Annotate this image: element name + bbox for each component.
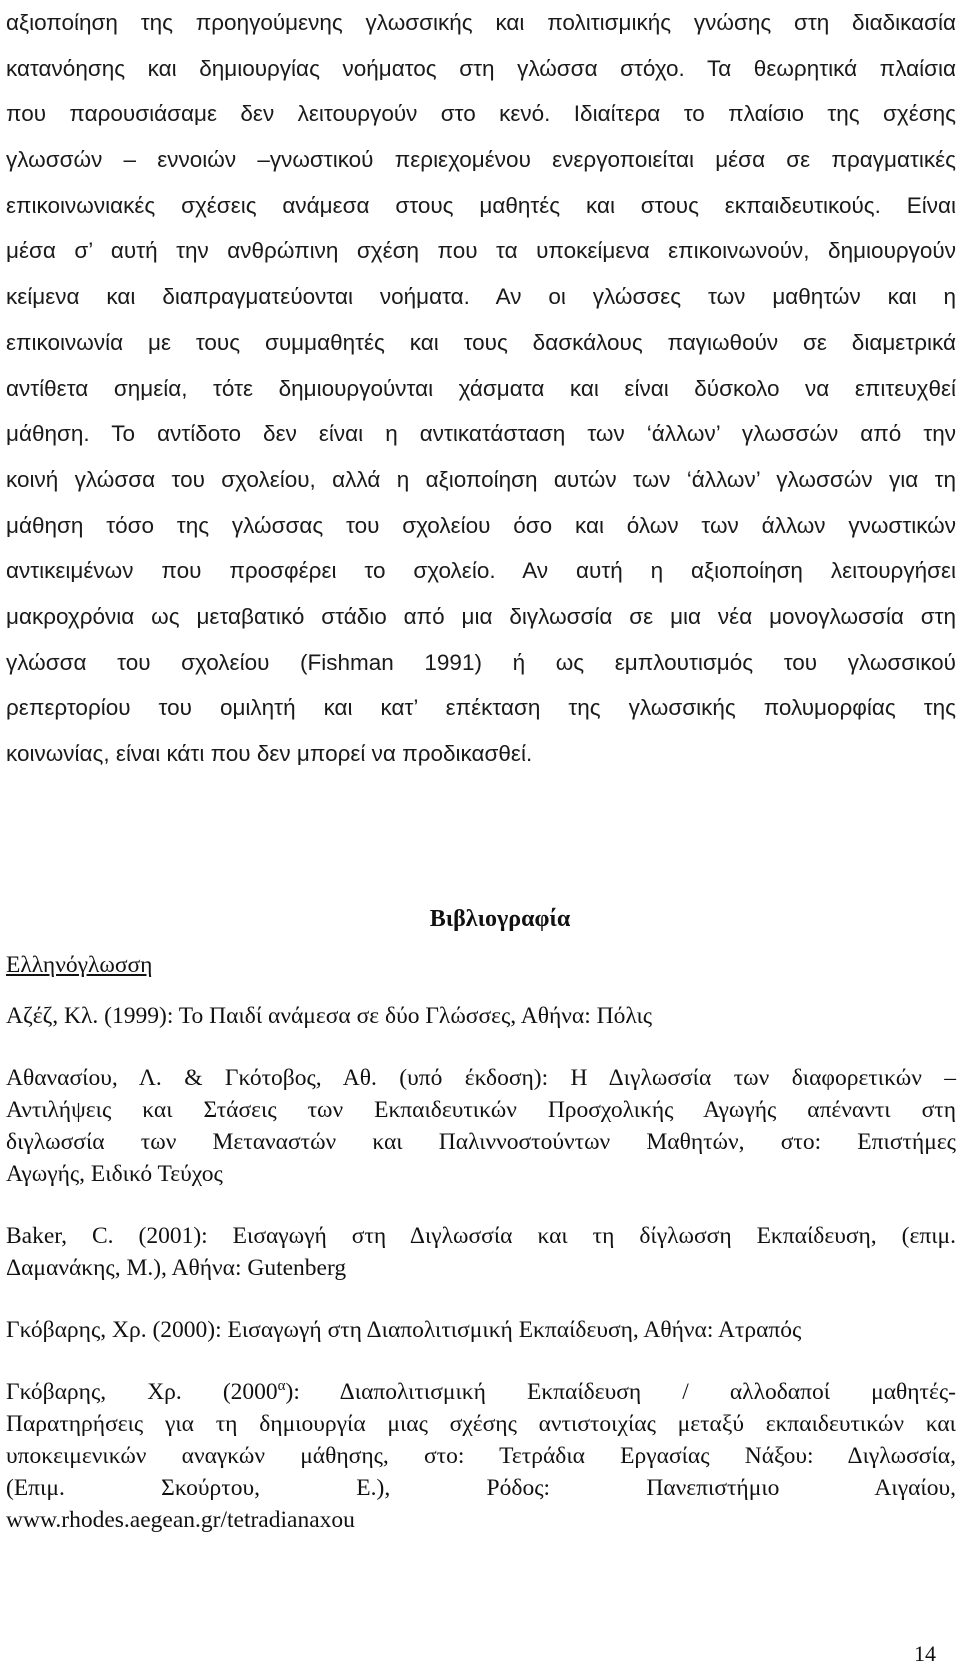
reference-list <box>6 1000 956 1566</box>
body-line: μακροχρόνια ως μεταβατικό στάδιο από μια διγλωσσία σε μια νέα μονογλωσσία στη <box>6 603 956 629</box>
body-line: μέσα σ’ αυτή την ανθρώπινη σχέση που τα υποκείμενα επικοινωνούν, δημιουργούν <box>6 238 956 264</box>
body-line: αντίθετα σημεία, τότε δημιουργούνται χάσματα και είναι δύσκολο να επιτευχθεί <box>6 375 956 401</box>
body-line: κοινωνίας, είναι κάτι που δεν μπορεί να προδικασθεί. <box>6 741 533 766</box>
reference-line: Αντιλήψεις και Στάσεις των Εκπαιδευτικών Προσχολικής Αγωγής απέναντι στη <box>6 1097 956 1123</box>
body-line: κείμενα και διαπραγματεύονται νοήματα. Αν οι γλώσσες των μαθητών και η <box>6 284 956 310</box>
body-line: αντικειμένων που προσφέρει το σχολείο. Αν αυτή η αξιοποίηση λειτουργήσει <box>6 558 956 584</box>
reference-item <box>6 1062 956 1190</box>
reference-line: Αγωγής, Ειδικό Τεύχος <box>6 1161 223 1187</box>
reference-line: Baker, C. (2001): Εισαγωγή στη Διγλωσσία και τη δίγλωσση Εκπαίδευση, (επιμ. <box>6 1223 956 1249</box>
reference-line: Παρατηρήσεις για τη δημιουργία μιας σχέσης αντιστοιχίας μεταξύ εκπαιδευτικών και <box>6 1411 956 1437</box>
reference-line: υποκειμενικών αναγκών μάθησης, στο: Τετράδια Εργασίας Νάξου: Διγλωσσία, <box>6 1443 956 1469</box>
reference-text: Γκόβαρης, Χρ. (2000 <box>6 1379 278 1405</box>
reference-line: διγλωσσία των Μεταναστών και Παλιννοστούντων Μαθητών, στο: Επιστήμες <box>6 1129 956 1155</box>
reference-item <box>6 1220 956 1284</box>
reference-text: ): Διαπολιτισμική Εκπαίδευση / αλλοδαποί μαθητές- <box>285 1379 956 1405</box>
bibliography-subheading: Ελληνόγλωσση <box>6 952 153 978</box>
body-text <box>6 0 956 777</box>
bibliography-heading: Βιβλιογραφία <box>429 906 571 932</box>
body-line: ρεπερτορίου του ομιλητή και κατ’ επέκταση της γλωσσικής πολυμορφίας της <box>6 695 956 721</box>
body-line: που παρουσιάσαμε δεν λειτουργούν στο κενό. Ιδιαίτερα το πλαίσιο της σχέσης <box>6 101 956 127</box>
body-line: επικοινωνιακές σχέσεις ανάμεσα στους μαθητές και στους εκπαιδευτικούς. Είναι <box>6 192 956 218</box>
body-line: αξιοποίηση της προηγούμενης γλωσσικής και πολιτισμικής γνώσης στη διαδικασία <box>6 10 956 35</box>
reference-item <box>6 1376 956 1536</box>
reference-line <box>6 1376 956 1408</box>
body-line: μάθηση τόσο της γλώσσας του σχολείου όσο και όλων των άλλων γνωστικών <box>6 512 956 538</box>
reference-line: Δαμανάκης, Μ.), Αθήνα: Gutenberg <box>6 1255 347 1281</box>
reference-line: Αθανασίου, Λ. & Γκότοβος, Αθ. (υπό έκδοση): Η Διγλωσσία των διαφορετικών – <box>6 1065 956 1091</box>
page-number: 14 <box>914 1641 936 1666</box>
body-line: επικοινωνία με τους συμμαθητές και τους δασκάλους παγιωθούν σε διαμετρικά <box>6 329 956 355</box>
superscript: α <box>277 1378 286 1394</box>
body-line: κοινή γλώσσα του σχολείου, αλλά η αξιοποίηση αυτών των ‘άλλων’ γλωσσών για τη <box>6 466 956 492</box>
reference-line: (Επιμ. Σκούρτου, Ε.), Ρόδος: Πανεπιστήμιο Αιγαίου, <box>6 1475 956 1501</box>
reference-link-text: www.rhodes.aegean.gr/tetradianaxou <box>6 1507 355 1533</box>
reference-line: Αζέζ, Κλ. (1999): Το Παιδί ανάμεσα σε δύο Γλώσσες, Αθήνα: Πόλις <box>6 1003 653 1029</box>
body-line: γλωσσών – εννοιών –γνωστικού περιεχομένου ενεργοποιείται μέσα σε πραγματικές <box>6 147 956 173</box>
body-line: κατανόησης και δημιουργίας νοήματος στη γλώσσα στόχο. Τα θεωρητικά πλαίσια <box>6 55 956 81</box>
reference-item <box>6 1314 956 1346</box>
body-line: γλώσσα του σχολείου (Fishman 1991) ή ως εμπλουτισμός του γλωσσικού <box>6 649 956 675</box>
reference-line: Γκόβαρης, Χρ. (2000): Εισαγωγή στη Διαπολιτισμική Εκπαίδευση, Αθήνα: Ατραπός <box>6 1317 802 1343</box>
reference-item <box>6 1000 956 1032</box>
body-line: μάθηση. Το αντίδοτο δεν είναι η αντικατάσταση των ‘άλλων’ γλωσσών από την <box>6 421 956 447</box>
